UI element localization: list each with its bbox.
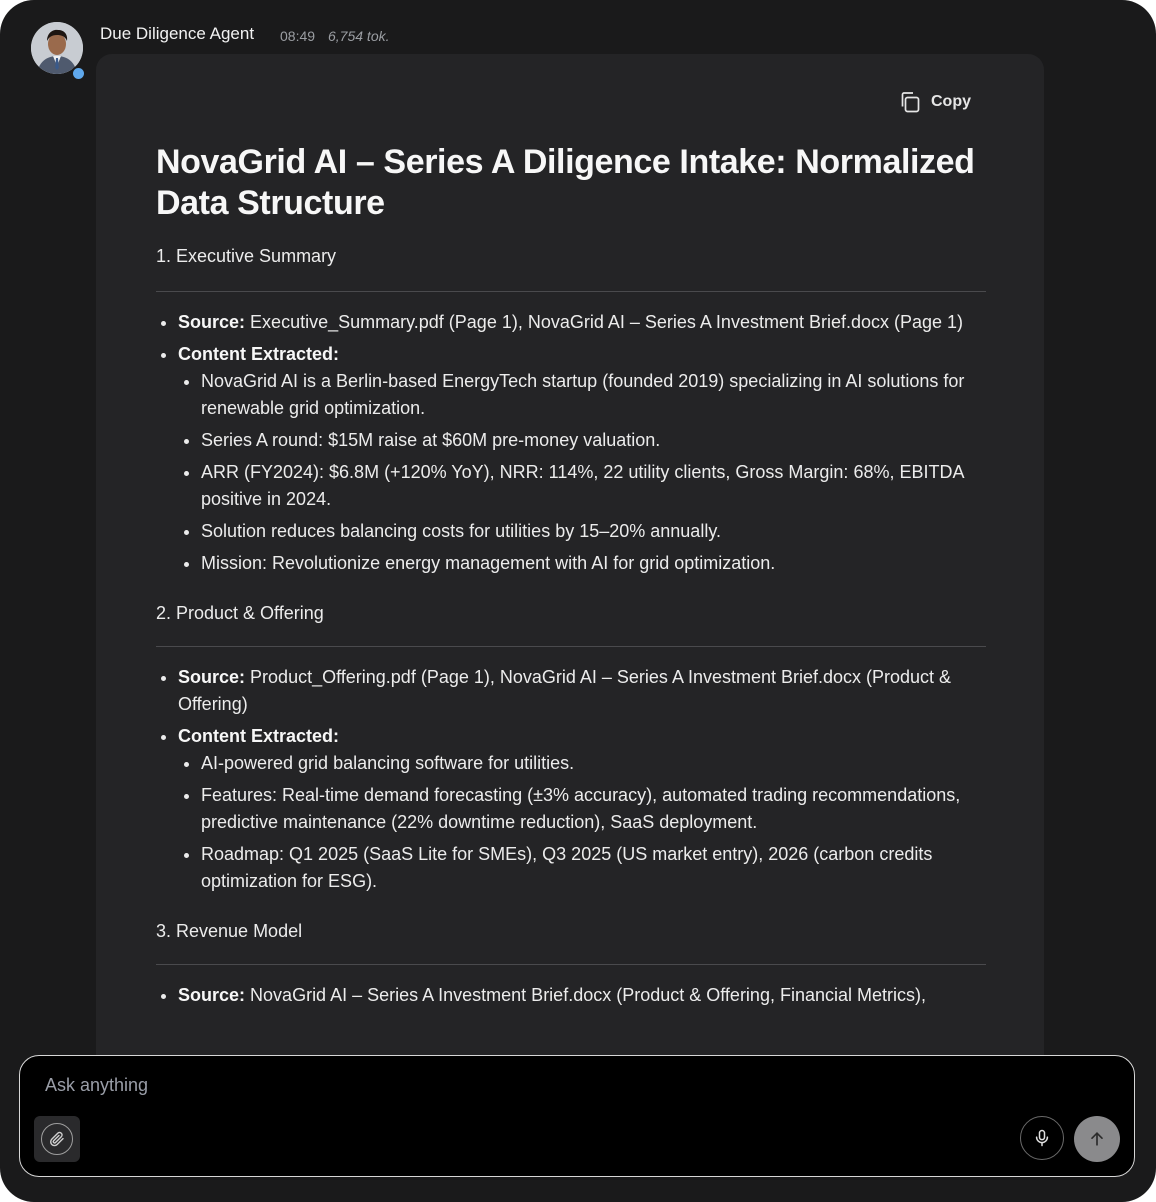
section-divider: [156, 964, 986, 965]
list-item: • AI-powered grid balancing software for utilities.: [201, 750, 986, 777]
message-title: NovaGrid AI – Series A Diligence Intake: Normalized Data Structure: [156, 143, 975, 222]
section-title: 2. Product & Offering: [156, 603, 324, 623]
message-composer: [19, 1055, 1135, 1177]
microphone-icon: [1032, 1128, 1052, 1148]
source-text: NovaGrid AI – Series A Investment Brief.docx (Product & Offering, Financial Metrics),: [250, 985, 926, 1005]
content-item: [178, 723, 986, 895]
content-label: Content Extracted:: [178, 344, 340, 364]
section-title: 1. Executive Summary: [156, 246, 337, 266]
message-time: 08:49: [280, 28, 316, 44]
section-list: [156, 309, 986, 577]
source-label: Source:: [178, 312, 246, 332]
section-product-offering: [156, 603, 986, 895]
list-item: • Mission: Revolutionize energy management with AI for grid optimization.: [201, 550, 986, 577]
section-divider: [156, 646, 986, 647]
source-item: [178, 664, 986, 718]
copy-button[interactable]: [898, 89, 971, 115]
source-label: Source:: [178, 667, 246, 687]
list-item: • Roadmap: Q1 2025 (SaaS Lite for SMEs), Q3 2025 (US market entry), 2026 (carbon credits optimization for ESG).: [201, 841, 986, 895]
copy-icon: [898, 90, 922, 114]
send-button[interactable]: [1074, 1116, 1120, 1162]
arrow-up-icon: [1087, 1129, 1107, 1149]
list-item: • Series A round: $15M raise at $60M pre-money valuation.: [201, 427, 986, 454]
list-item: • Solution reduces balancing costs for utilities by 15–20% annually.: [201, 518, 986, 545]
attach-button[interactable]: [34, 1116, 80, 1162]
sender-name: Due Diligence Agent: [100, 24, 255, 43]
copy-button-label: Copy: [931, 93, 971, 110]
list-item: • ARR (FY2024): $6.8M (+120% YoY), NRR: 114%, 22 utility clients, Gross Margin: 68%, EBITDA positive in 2024.: [201, 459, 986, 513]
content-list: [178, 368, 986, 577]
message-content: [156, 142, 986, 1014]
source-label: Source:: [178, 985, 246, 1005]
content-item: [178, 341, 986, 577]
source-item: [178, 982, 986, 1009]
paperclip-icon: [48, 1130, 66, 1148]
attach-ring: [41, 1123, 73, 1155]
source-item: [178, 309, 986, 336]
section-list: [156, 982, 986, 1009]
online-status-dot: [71, 66, 86, 81]
chat-input[interactable]: [43, 1074, 947, 1097]
source-text: Product_Offering.pdf (Page 1), NovaGrid AI – Series A Investment Brief.docx (Product & Offering): [178, 667, 952, 714]
list-item: • NovaGrid AI is a Berlin-based EnergyTech startup (founded 2019) specializing in AI solutions for renewable grid optimization.: [201, 368, 986, 422]
section-executive-summary: [156, 246, 986, 577]
token-count: 6,754 tok.: [328, 28, 390, 44]
section-list: [156, 664, 986, 895]
content-label: Content Extracted:: [178, 726, 340, 746]
content-list: [178, 750, 986, 895]
section-divider: [156, 291, 986, 292]
source-text: Executive_Summary.pdf (Page 1), NovaGrid AI – Series A Investment Brief.docx (Page 1): [250, 312, 964, 332]
list-item: • Features: Real-time demand forecasting (±3% accuracy), automated trading recommendations, predictive maintenance (22% downtime reduction), SaaS deployment.: [201, 782, 986, 836]
section-title: 3. Revenue Model: [156, 921, 303, 941]
section-revenue-model: [156, 921, 986, 1009]
microphone-button[interactable]: [1020, 1116, 1064, 1160]
